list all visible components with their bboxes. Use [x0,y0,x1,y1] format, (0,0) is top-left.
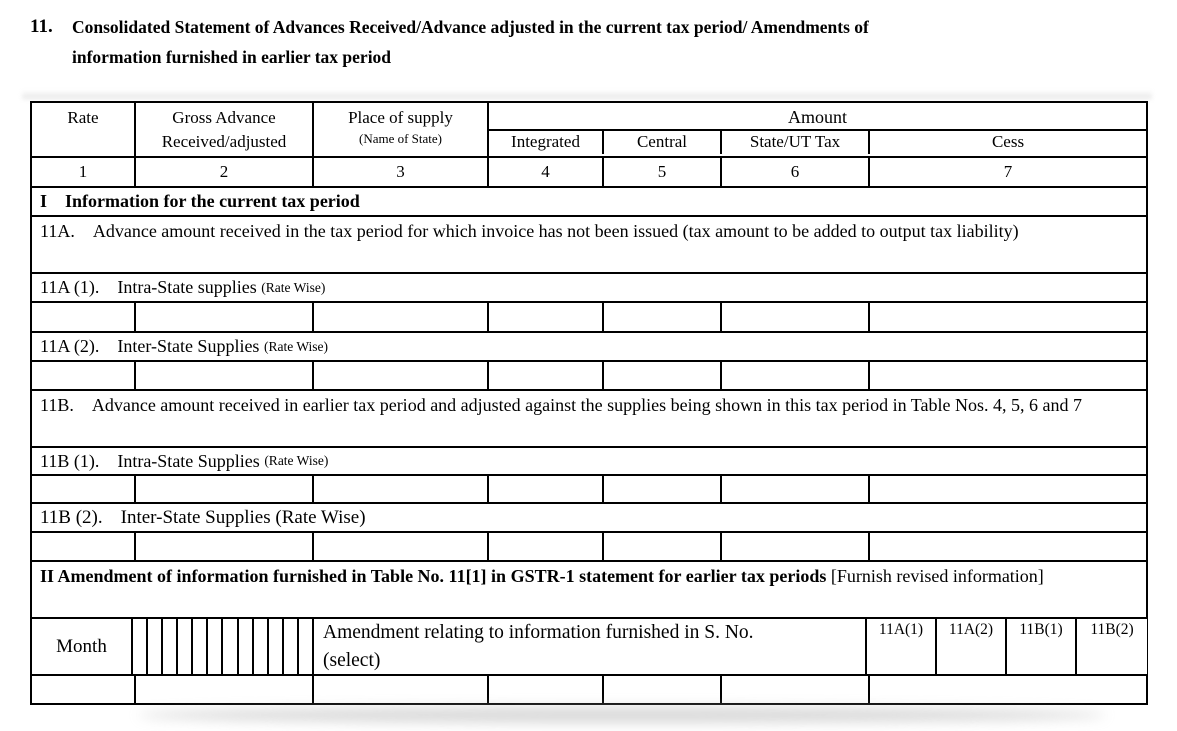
header-cell-gross-advance: Gross Advance Received/adjusted [136,103,314,156]
data-cell-gross-advance[interactable] [136,362,314,389]
month-digit-box[interactable] [269,619,284,674]
header-cell-integrated: Integrated [489,131,604,154]
month-digit-box[interactable] [178,619,193,674]
section2-title-note: [Furnish revised information] [830,566,1044,586]
header-amount-group [489,103,1146,156]
data-cell-place-of-supply[interactable] [314,676,489,703]
row-11b-text: Advance amount received in earlier tax period and adjusted against the supplies being shown in this tax period in Table Nos. 4, 5, 6 and 7 [91,395,1083,415]
data-cell-central[interactable] [604,303,722,331]
data-cell-integrated[interactable] [489,362,604,389]
data-cell-place-of-supply[interactable] [314,303,489,331]
data-cell-rate[interactable] [32,676,136,703]
form-title-line2: information furnished in earlier tax period [72,47,392,67]
column-number-row [32,158,1146,188]
header-cell-state-ut-tax: State/UT Tax [722,131,870,154]
column-number: 2 [136,158,314,186]
data-cell-gross-advance[interactable] [136,303,314,331]
month-digit-box[interactable] [239,619,254,674]
month-digit-box[interactable] [284,619,299,674]
data-cell-central[interactable] [604,476,722,502]
data-entry-row-11a1 [32,303,1146,333]
row-11a2-label: 11A (2). [40,336,100,356]
ref-column-11b2: 11B(2) [1077,619,1147,674]
header-row [32,103,1146,158]
month-digit-box[interactable] [163,619,178,674]
month-label-cell: Month [32,619,133,674]
row-11b2-label: 11B (2). [40,506,103,528]
row-11b1-label: 11B (1). [40,450,100,471]
data-cell-place-of-supply[interactable] [314,476,489,502]
header-cell-amount: Amount [489,103,1146,131]
form-title-text [72,12,869,72]
data-cell-central[interactable] [604,533,722,560]
row-11b1-note: (Rate Wise) [264,453,329,468]
row-11a-description [32,217,1146,274]
column-number: 3 [314,158,489,186]
header-cell-rate: Rate [32,103,136,156]
row-11b-label: 11B. [40,395,74,415]
column-number: 6 [722,158,870,186]
month-digit-box[interactable] [193,619,208,674]
row-11a2-note: (Rate Wise) [263,338,329,354]
form-title [30,12,1150,72]
row-11a1-header [32,274,1146,303]
row-11a1-label: 11A (1). [40,277,100,297]
month-digit-box[interactable] [254,619,269,674]
data-cell-state-ut-tax[interactable] [722,303,870,331]
section-row-amendment [32,562,1146,619]
data-cell-state-ut-tax[interactable] [722,533,870,560]
column-number: 7 [870,158,1146,186]
column-number: 4 [489,158,604,186]
amendment-month-row [32,619,1146,676]
data-entry-row-amendment [32,676,1146,703]
data-cell-integrated[interactable] [489,533,604,560]
row-11b2-text: Inter-State Supplies (Rate Wise) [120,506,366,528]
ref-column-11a1: 11A(1) [867,619,937,674]
data-cell-integrated[interactable] [489,676,604,703]
data-cell-place-of-supply[interactable] [314,362,489,389]
data-cell-integrated[interactable] [489,303,604,331]
data-entry-row-11b2 [32,533,1146,562]
scan-smudge [22,90,1152,99]
section2-title: II Amendment of information furnished in Table No. 11[1] in GSTR-1 statement for earlier tax periods [40,566,827,586]
page-shadow [138,707,1106,723]
data-cell-central[interactable] [604,362,722,389]
month-digit-box[interactable] [133,619,148,674]
month-digit-box[interactable] [223,619,238,674]
section-row-current-period [32,188,1146,217]
section1-number: I [40,191,48,211]
data-cell-state-ut-tax[interactable] [722,476,870,502]
form-title-line1: Consolidated Statement of Advances Received/Advance adjusted in the current tax period/ Amendments of [72,17,869,37]
header-amount-subrow [489,131,1146,154]
data-cell-state-ut-tax[interactable] [722,362,870,389]
data-cell-cess[interactable] [870,362,1146,389]
data-cell-cess[interactable] [870,533,1146,560]
row-11b2-header [32,504,1146,533]
data-cell-rate[interactable] [32,362,136,389]
data-cell-integrated[interactable] [489,476,604,502]
data-cell-rate[interactable] [32,476,136,502]
section1-title: Information for the current tax period [65,191,360,211]
data-entry-row-11a2 [32,362,1146,391]
row-11a1-text: Intra-State supplies [117,277,257,297]
data-cell-central[interactable] [604,676,722,703]
advances-table [30,101,1148,705]
month-digit-box[interactable] [299,619,312,674]
amendment-select-cell[interactable] [314,619,867,674]
ref-column-11a2: 11A(2) [937,619,1007,674]
data-cell-gross-advance[interactable] [136,476,314,502]
row-11a-label: 11A. [40,221,75,241]
column-number: 5 [604,158,722,186]
row-11b-description [32,391,1146,448]
row-11a2-text: Inter-State Supplies [117,336,260,356]
row-11a2-header [32,333,1146,362]
row-11a-text: Advance amount received in the tax period for which invoice has not been issued (tax amount to be added to output tax liability) [92,221,1019,241]
month-digit-box[interactable] [208,619,223,674]
data-cell-cess[interactable] [870,303,1146,331]
data-cell-state-ut-tax[interactable] [722,676,870,703]
ref-column-11b1: 11B(1) [1007,619,1077,674]
data-cell-gross-advance[interactable] [136,533,314,560]
data-entry-row-11b1 [32,476,1146,504]
form-title-number: 11. [30,16,53,37]
data-cell-rate[interactable] [32,303,136,331]
amendment-select-label: Amendment relating to information furnished in S. No.(select) [323,621,754,671]
row-11b1-text: Intra-State Supplies [117,450,260,471]
row-11b1-header [32,448,1146,476]
header-cell-central: Central [604,131,722,154]
data-cell-cess[interactable] [870,476,1146,502]
row-11a1-note: (Rate Wise) [261,279,326,295]
month-digit-box[interactable] [148,619,163,674]
data-cell-rate[interactable] [32,533,136,560]
month-digit-boxes [133,619,314,674]
data-cell-gross-advance[interactable] [136,676,314,703]
data-cell-cess[interactable] [870,676,1146,703]
column-number: 1 [32,158,136,186]
header-cell-place-of-supply: Place of supply (Name of State) [314,103,489,156]
header-cell-cess: Cess [870,131,1146,154]
data-cell-place-of-supply[interactable] [314,533,489,560]
